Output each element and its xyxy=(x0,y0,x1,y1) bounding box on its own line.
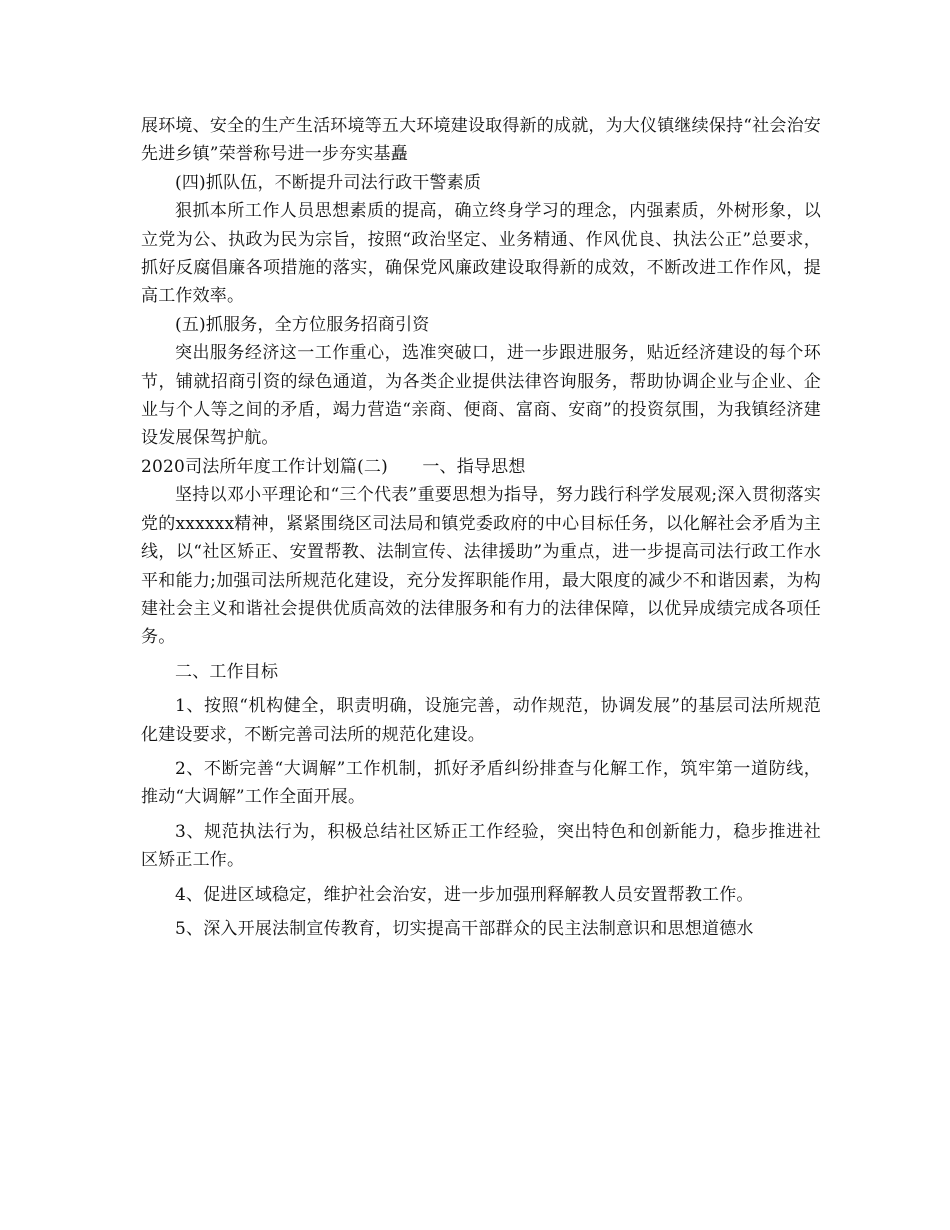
body-paragraph: 狠抓本所工作人员思想素质的提高，确立终身学习的理念，内强素质，外树形象，以立党为公、执政为民为宗旨，按照“政治坚定、业务精通、作风优良、执法公正”总要求，抓好反腐倡廉各项措施的落实，确保党风廉政建设取得新的成效，不断改进工作作风，提高工作效率。 xyxy=(141,201,821,307)
body-paragraph: 突出服务经济这一工作重心，选准突破口，进一步跟进服务，贴近经济建设的每个环节，铺就招商引资的绿色通道，为各类企业提供法律咨询服务，帮助协调企业与企业、企业与个人等之间的矛盾，竭力营造“亲商、便商、富商、安商”的投资氛围，为我镇经济建设发展保驾护航。 xyxy=(141,343,821,449)
section-heading-goals: 二、工作目标 xyxy=(175,661,279,682)
article-title-part-two: 2020司法所年度工作计划篇(二) 一、指导思想 xyxy=(141,456,526,477)
goal-item: 2、不断完善“大调解”工作机制，抓好矛盾纠纷排查与化解工作，筑牢第一道防线，推动“大调解”工作全面开展。 xyxy=(141,758,821,808)
section-heading-service: (五)抓服务，全方位服务招商引资 xyxy=(175,314,430,335)
goal-item: 1、按照“机构健全，职责明确，设施完善，动作规范，协调发展”的基层司法所规范化建设要求，不断完善司法所的规范化建设。 xyxy=(141,696,821,745)
section-heading-team: (四)抓队伍，不断提升司法行政干警素质 xyxy=(175,172,482,193)
goal-item: 5、深入开展法制宣传教育，切实提高干部群众的民主法制意识和思想道德水 xyxy=(175,918,754,939)
body-paragraph: 展环境、安全的生产生活环境等五大环境建设取得新的成就，为大仪镇继续保持“社会治安先进乡镇”荣誉称号进一步夯实基矗 xyxy=(141,116,821,165)
goal-item: 3、规范执法行为，积极总结社区矫正工作经验，突出特色和创新能力，稳步推进社区矫正工作。 xyxy=(141,821,821,871)
document-body xyxy=(141,112,821,943)
goal-item: 4、促进区域稳定，维护社会治安，进一步加强刑释解教人员安置帮教工作。 xyxy=(175,884,754,905)
body-paragraph: 坚持以邓小平理论和“三个代表”重要思想为指导，努力践行科学发展观;深入贯彻落实党的xxxxxx精神，紧紧围绕区司法局和镇党委政府的中心目标任务，以化解社会矛盾为主线，以“社区矫正、安置帮教、法制宣传、法律援助”为重点，进一步提高司法行政工作水平和能力;加强司法所规范化建设，充分发挥职能作用，最大限度的减少不和谐因素，为构建社会主义和谐社会提供优质高效的法律服务和有力的法律保障，以优异成绩完成各项任务。 xyxy=(141,485,821,648)
